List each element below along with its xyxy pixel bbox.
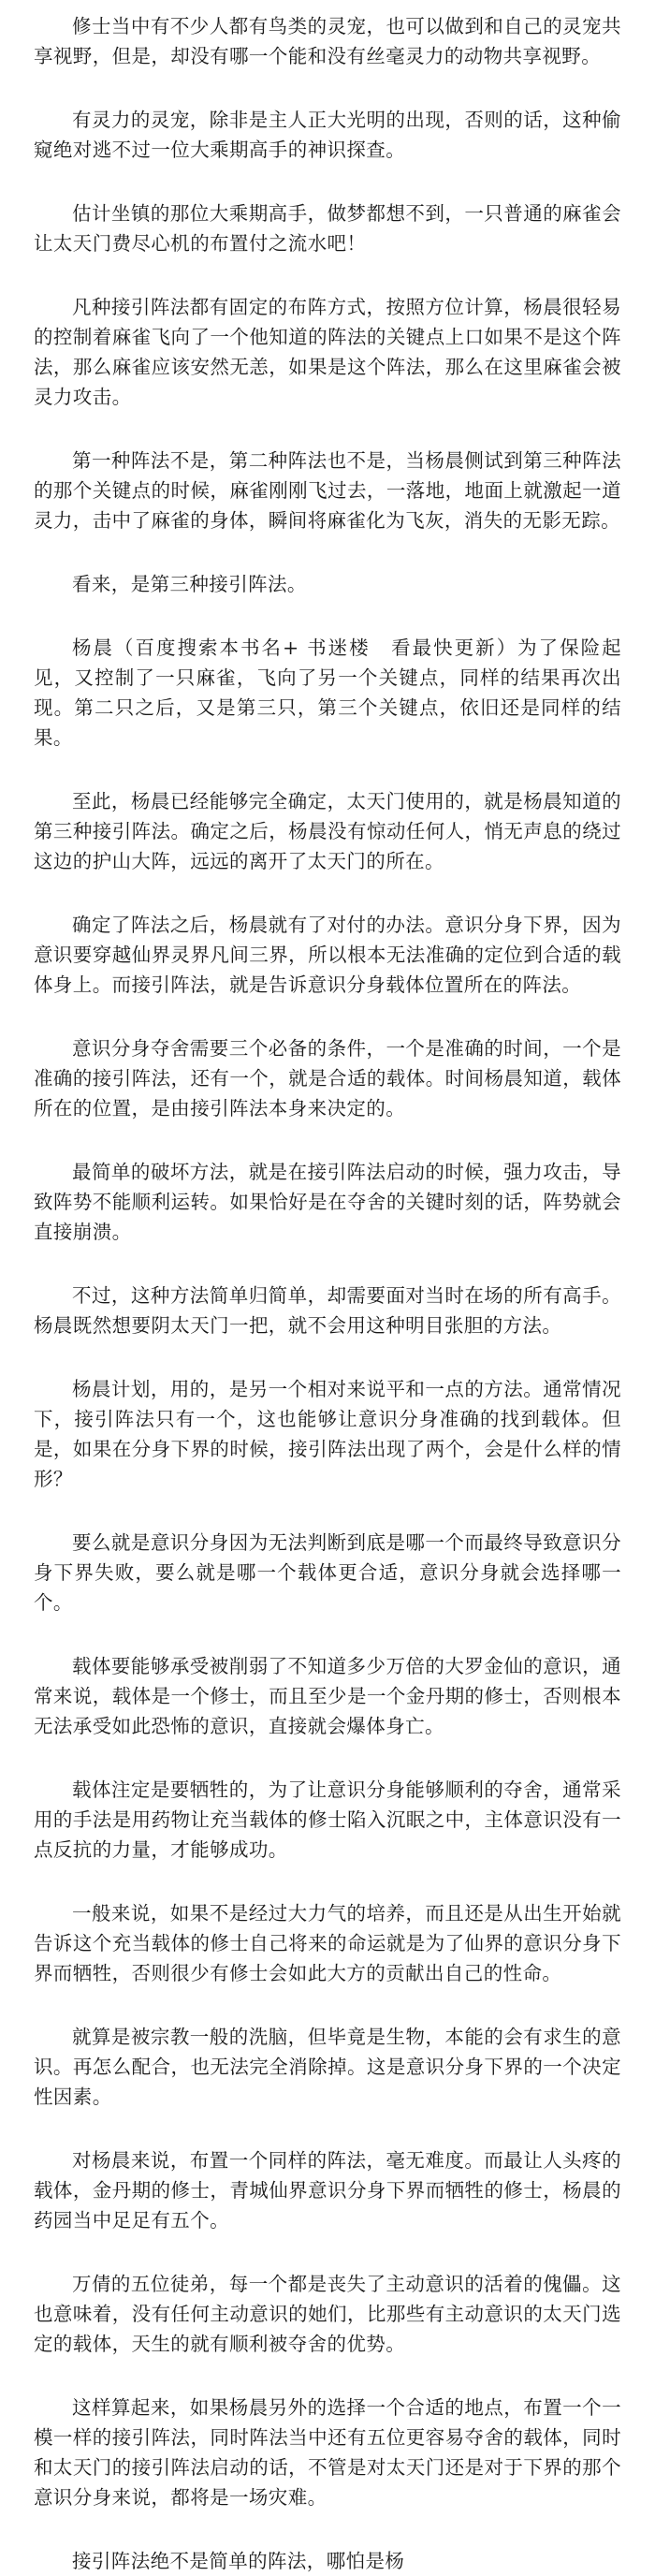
paragraph-12: 不过，这种方法简单归简单，却需要面对当时在场的所有高手。杨晨既然想要阴太天门一把，就不会用这种明目张胆的方法。 <box>34 1284 621 1337</box>
paragraph-18: 就算是被宗教一般的洗脑，但毕竟是生物，本能的会有求生的意识。再怎么配合，也无法完全消除掉。这是意识分身下界的一个决定性因素。 <box>34 2026 621 2108</box>
paragraph-5: 第一种阵法不是，第二种阵法也不是，当杨晨侧试到第三种阵法的那个关键点的时候，麻雀刚刚飞过去，一落地，地面上就激起一道灵力，击中了麻雀的身体，瞬间将麻雀化为飞灰，消失的无影无踪。 <box>34 449 621 532</box>
paragraph-4: 凡种接引阵法都有固定的布阵方式，按照方位计算，杨晨很轻易的控制着麻雀飞向了一个他知道的阵法的关键点上口如果不是这个阵法，那么麻雀应该安然无恙，如果是这个阵法，那么在这里麻雀会被灵力攻击。 <box>34 296 621 408</box>
paragraph-21: 这样算起来，如果杨晨另外的选择一个合适的地点，布置一个一模一样的接引阵法，同时阵法当中还有五位更容易夺舍的载体，同时和太天门的接引阵法启动的话，不管是对太天门还是对于下界的那个意识分身来说，都将是一场灾难。 <box>34 2396 621 2509</box>
paragraph-16: 载体注定是要牺牲的，为了让意识分身能够顺利的夺舍，通常采用的手法是用药物让充当载体的修士陷入沉眠之中，主体意识没有一点反抗的力量，才能够成功。 <box>34 1778 621 1861</box>
paragraph-8: 至此，杨晨已经能够完全确定，太天门使用的，就是杨晨知道的第三种接引阵法。确定之后，杨晨没有惊动任何人，悄无声息的绕过这边的护山大阵，远远的离开了太天门的所在。 <box>34 790 621 872</box>
paragraph-22: 接引阵法绝不是简单的阵法，哪怕是杨 <box>72 2550 405 2572</box>
paragraph-14: 要么就是意识分身因为无法判断到底是哪一个而最终导致意识分身下界失败，要么就是哪一个载体更合适，意识分身就会选择哪一个。 <box>34 1531 621 1614</box>
paragraph-11: 最简单的破坏方法，就是在接引阵法启动的时候，强力攻击，导致阵势不能顺利运转。如果恰好是在夺舍的关键时刻的话，阵势就会直接崩溃。 <box>34 1161 621 1243</box>
paragraph-10: 意识分身夺舍需要三个必备的条件，一个是准确的时间，一个是准确的接引阵法，还有一个，就是合适的载体。时间杨晨知道，载体所在的位置，是由接引阵法本身来决定的。 <box>34 1037 621 1120</box>
paragraph-15: 载体要能够承受被削弱了不知道多少万倍的大罗金仙的意识，通常来说，载体是一个修士，而且至少是一个金丹期的修士，否则根本无法承受如此恐怖的意识，直接就会爆体身亡。 <box>34 1655 621 1737</box>
paragraph-19: 对杨晨来说，布置一个同样的阵法，毫无难度。而最让人头疼的载体，金丹期的修士，青城仙界意识分身下界而牺牲的修士，杨晨的药园当中足足有五个。 <box>34 2149 621 2232</box>
paragraph-7: 杨晨（百度搜索本书名+ 书迷楼 看最快更新）为了保险起见，又控制了一只麻雀，飞向了另一个关键点，同样的结果再次出现。第二只之后，又是第三只，第三个关键点，依旧还是同样的结果。 <box>34 637 621 749</box>
paragraph-6: 看来，是第三种接引阵法。 <box>72 573 307 595</box>
paragraph-1: 修士当中有不少人都有鸟类的灵宠，也可以做到和自己的灵宠共享视野，但是，却没有哪一个能和没有丝毫灵力的动物共享视野。 <box>34 15 621 67</box>
paragraph-9: 确定了阵法之后，杨晨就有了对付的办法。意识分身下界，因为意识要穿越仙界灵界凡间三界，所以根本无法准确的定位到合适的载体身上。而接引阵法，就是告诉意识分身载体位置所在的阵法。 <box>34 914 621 996</box>
paragraph-17: 一般来说，如果不是经过大力气的培养，而且还是从出生开始就告诉这个充当载体的修士自己将来的命运就是为了仙界的意识分身下界而牺牲，否则很少有修士会如此大方的贡献出自己的性命。 <box>34 1902 621 1984</box>
paragraph-2: 有灵力的灵宠，除非是主人正大光明的出现，否则的话，这种偷窥绝对逃不过一位大乘期高手的神识探查。 <box>34 109 621 161</box>
paragraph-3: 估计坐镇的那位大乘期高手，做梦都想不到，一只普通的麻雀会让太天门费尽心机的布置付之流水吧！ <box>34 202 621 255</box>
paragraph-13: 杨晨计划，用的，是另一个相对来说平和一点的方法。通常情况下，接引阵法只有一个，这也能够让意识分身准确的找到载体。但是，如果在分身下界的时候，接引阵法出现了两个，会是什么样的情形？ <box>34 1378 621 1490</box>
paragraph-20: 万倩的五位徒弟，每一个都是丧失了主动意识的活着的傀儡。这也意味着，没有任何主动意识的她们，比那些有主动意识的太天门选定的载体，天生的就有顺利被夺舍的优势。 <box>34 2273 621 2355</box>
